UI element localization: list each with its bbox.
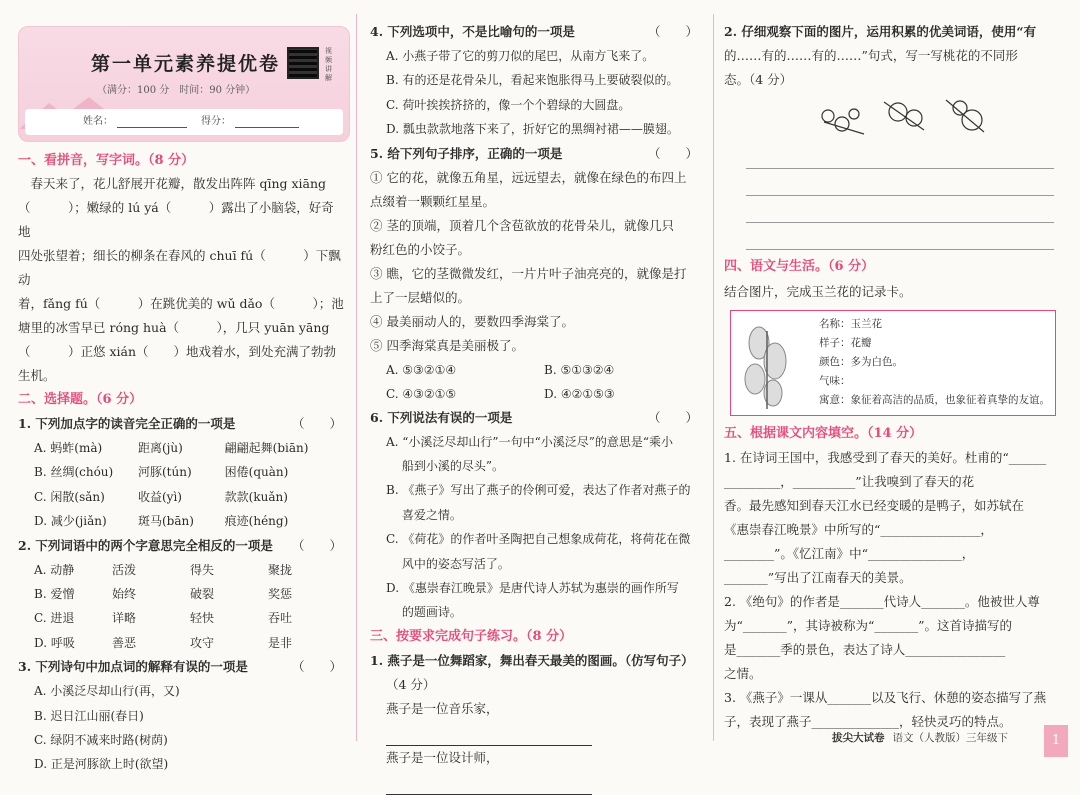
option-list (18, 436, 346, 534)
option-row[interactable]: B. ⑤①③②④ (544, 362, 615, 377)
option-row[interactable]: D. ④②①⑤③ (544, 386, 615, 401)
question: 2. 下列词语中的两个字意思完全相反的一项是 （ ） (18, 534, 346, 558)
option-row: A. 小燕子带了它的剪刀似的尾巴，从南方飞来了。 (386, 49, 655, 63)
answer-line: 燕子是一位设计师， (370, 746, 702, 795)
sentence-line: ① 它的花，就像五角星，远远望去，就像在绿色的布四上 (370, 169, 687, 185)
option-row: C. 绿阴不减来时路(树荫) (34, 733, 168, 748)
exam-meta: （满分：100 分 时间：90 分钟） (97, 85, 256, 96)
option-row[interactable] (18, 606, 346, 630)
option-row[interactable] (18, 436, 346, 460)
passage-line: 春天来了，花儿舒展开花瓣，散发出阵阵 qīng xiāng (18, 176, 327, 191)
option-list (18, 679, 346, 777)
card-fields (819, 315, 1051, 410)
question: 4. 下列选项中，不是比喻句的一项是 （ ） (370, 20, 702, 44)
option-list (370, 44, 702, 142)
name-label: 姓名： (83, 116, 113, 127)
option-row: B. 有的还是花骨朵儿，看起来饱胀得马上要破裂似的。 (386, 73, 679, 88)
option-text: 始终 (112, 587, 137, 602)
option-text: D. 呼吸 (34, 635, 75, 650)
column-left (10, 0, 352, 771)
question-line: 2. 仔细观察下面的图片，运用积累的优美词语，使用“有 (724, 24, 1037, 39)
option-text: B. 爱憎 (34, 587, 75, 602)
option-row: A. 小溪泛尽却山行(再，又) (34, 684, 180, 699)
sentence-list (370, 166, 702, 358)
option-row[interactable] (18, 485, 346, 509)
option-line: 喜爱之情。 (386, 507, 462, 522)
fill-in-questions (724, 446, 1060, 734)
answer-bracket[interactable]: （ ） (291, 537, 342, 553)
option-row: D. 正是河豚欲上时(欲望) (34, 757, 169, 772)
question (724, 20, 1060, 92)
option-row[interactable] (18, 460, 346, 484)
fill-line: 香。最先感知到春天江水已经变暖的是鸭子，如苏轼在 (724, 498, 1025, 513)
option-row[interactable] (18, 558, 346, 582)
sentence-line: ③ 瞧，它的茎微微发红，一片片叶子油亮亮的，就像是打 (370, 265, 687, 281)
option-text: 吞吐 (268, 611, 293, 626)
question: 3. 下列诗句中加点词的解释有误的一项是 （ ） (18, 655, 346, 679)
option-text: 距离(jù) (138, 441, 183, 455)
pinyin-passage (18, 172, 346, 388)
answer-line[interactable] (746, 171, 1054, 196)
question: 6. 下列说法有误的一项是 （ ） (370, 406, 702, 430)
sentence-line: 粉红色的小饺子。 (370, 241, 471, 257)
column-middle (360, 0, 710, 771)
score-label: 得分： (201, 116, 231, 127)
section-heading: 二、选择题。（6 分） (18, 392, 143, 407)
sentence-line: ④ 最美丽动人的，要数四季海棠了。 (370, 313, 574, 329)
exam-header (18, 26, 350, 142)
magnolia-icon (737, 321, 797, 411)
option-list (18, 558, 346, 656)
option-list (370, 358, 702, 406)
instruction: 结合图片，完成玉兰花的记录卡。 (724, 284, 912, 299)
option-text: 斑马(bān) (138, 514, 194, 529)
page-title: 第一单元素养提优卷 (91, 53, 281, 75)
sentence-line: ⑤ 四季海棠真是美丽极了。 (370, 337, 524, 353)
option-text: C. 进退 (34, 611, 75, 626)
answer-line[interactable] (746, 198, 1054, 223)
sentence-line: ② 茎的顶端，顶着几个含苞欲放的花骨朵儿，就像几只 (370, 217, 674, 233)
answer-bracket[interactable]: （ ） (647, 24, 698, 39)
card-field: 颜色：多为白色。 (819, 356, 903, 368)
section-heading: 五、根据课文内容填空。（14 分） (724, 426, 923, 441)
column-divider (356, 14, 357, 741)
answer-line[interactable] (746, 144, 1054, 169)
sentence-line: 点缀着一颗颗红星星。 (370, 193, 496, 209)
passage-line: 生机。 (18, 368, 56, 383)
option-text: 轻快 (190, 611, 215, 626)
option-line: 风中的姿态写活了。 (386, 556, 510, 571)
answer-line[interactable] (746, 225, 1054, 250)
option-text: 困倦(quàn) (224, 465, 289, 480)
section-heading: 一、看拼音，写字词。（8 分） (18, 153, 195, 168)
fill-line: _________，__________”让我嗅到了春天的花 (724, 474, 975, 489)
option-line: B. 《燕子》写出了燕子的伶俐可爱，表达了作者对燕子的 (386, 483, 691, 498)
option-text: 奖惩 (268, 587, 293, 602)
fill-line: ________”。《忆江南》中“_______________， (724, 546, 975, 561)
option-row: B. 迟日江山丽(春日) (34, 708, 144, 723)
name-input[interactable] (117, 127, 187, 128)
option-text: 得失 (190, 562, 215, 577)
option-text: 活泼 (112, 562, 137, 577)
option-text: 收益(yì) (138, 489, 182, 504)
column-divider (713, 14, 714, 741)
option-line: C. 《荷花》的作者叶圣陶把自己想象成荷花，将荷花在微 (386, 532, 691, 547)
score-input[interactable] (235, 127, 299, 128)
fill-line: 2. 《绝句》的作者是_______代诗人_______。他被世人尊 (724, 594, 1040, 609)
option-text: 翩翩起舞(biān) (224, 441, 309, 455)
fill-line: 是_______季的景色，表达了诗人________________ (724, 642, 1006, 657)
points: （4 分） (386, 676, 436, 692)
answer-bracket[interactable]: （ ） (291, 659, 342, 675)
question: 1. 燕子是一位舞蹈家，舞出春天最美的图画。（仿写句子） (370, 652, 694, 668)
option-text: 是非 (268, 635, 293, 650)
option-line: A. “小溪泛尽却山行”一句中“小溪泛尽”的意思是“乘小 (386, 434, 673, 449)
option-list (370, 430, 702, 625)
passage-line: 四处张望着；细长的柳条在春风的 chuī fú（ ）下飘动 (18, 248, 341, 287)
fill-line: 子，表现了燕子______________，轻快灵巧的特点。 (724, 714, 1012, 729)
option-row[interactable]: C. ④③②①⑤ (386, 386, 457, 401)
card-field: 样子：花瓣 (819, 337, 872, 349)
question: 5. 给下列句子排序，正确的一项是 （ ） (370, 142, 702, 166)
card-field: 名称：玉兰花 (819, 318, 882, 330)
fill-line: _______”写出了江南春天的美景。 (724, 570, 912, 585)
peach-blossom-icons (724, 92, 1054, 140)
footer (832, 730, 1008, 745)
option-text: 善恶 (112, 635, 137, 650)
option-text: 河豚(tún) (138, 465, 192, 480)
option-row: D. 瓢虫款款地落下来了，折好它的黑绸衬裙——膜翅。 (386, 122, 679, 137)
option-row[interactable] (18, 582, 346, 606)
option-line: 的题画诗。 (386, 605, 462, 620)
answer-bracket[interactable]: （ ） (647, 409, 698, 425)
option-text: A. 动静 (34, 562, 75, 577)
fill-line: 3. 《燕子》一课从_______以及飞行、休憩的姿态描写了燕 (724, 690, 1047, 705)
option-text: 破裂 (190, 587, 215, 602)
answer-bracket[interactable]: （ ） (291, 416, 342, 431)
question: 1. 下列加点字的读音完全正确的一项是 （ ） (18, 412, 346, 436)
answer-bracket[interactable]: （ ） (647, 145, 698, 161)
passage-line: （ ）正悠 xián（ ）地戏着水，到处充满了勃勃 (18, 344, 337, 359)
card-field: 气味： (819, 375, 851, 387)
option-text: 聚拢 (268, 562, 293, 577)
option-text: C. 闲散(sǎn) (34, 489, 105, 504)
option-text: 痕迹(héng) (224, 514, 289, 529)
option-line: D. 《惠崇春江晚景》是唐代诗人苏轼为惠崇的画作所写 (386, 581, 679, 596)
answer-blank[interactable] (386, 721, 592, 746)
option-row[interactable]: A. ⑤③②①④ (386, 362, 457, 377)
option-text: B. 丝绸(chóu) (34, 465, 114, 480)
option-text: D. 减少(jiǎn) (34, 514, 107, 529)
section-heading: 四、语文与生活。（6 分） (724, 259, 875, 274)
option-row[interactable] (18, 631, 346, 655)
brand-name: 拔尖大试卷 (832, 732, 885, 744)
fill-line: 为“_______”，其诗被称为“_______”。这首诗描写的 (724, 618, 1013, 633)
subject: 语文（人教版）三年级下 (892, 732, 1008, 744)
record-card (730, 310, 1056, 416)
column-right (716, 0, 1068, 771)
question-line: 态。（4 分） (724, 72, 793, 87)
option-text: 详略 (112, 611, 137, 626)
fill-line: 之情。 (724, 666, 762, 681)
fill-line: 1. 在诗词王国中，我感受到了春天的美好。杜甫的“______ (724, 450, 1047, 465)
qr-label: 视频讲解 (325, 47, 332, 82)
answer-line: 燕子是一位音乐家， (370, 697, 702, 746)
option-row: C. 荷叶挨挨挤挤的，像一个个碧绿的大圆盘。 (386, 97, 631, 112)
page-number: 1 (1044, 725, 1068, 757)
qr-code-icon[interactable] (287, 47, 319, 79)
fill-line: 《惠崇春江晚景》中所写的“________________， (724, 522, 993, 537)
passage-line: 塘里的冰雪早已 róng huà（ ），几只 yuān yāng (18, 320, 330, 335)
option-text: 款款(kuǎn) (224, 489, 288, 504)
name-score-bar (25, 109, 343, 135)
passage-line: 着，fǎng fú（ ）在跳优美的 wǔ dǎo（ ）；池 (18, 296, 344, 311)
answer-blank[interactable] (386, 770, 592, 795)
option-row[interactable] (18, 509, 346, 533)
sentence-line: 上了一层蜡似的。 (370, 289, 471, 305)
question-line: 的……有的……有的……”句式，写一写桃花的不同形 (724, 48, 1018, 63)
option-text: A. 蚂蚱(mà) (34, 441, 103, 455)
passage-line: （ ）；嫩绿的 lú yá（ ）露出了小脑袋，好奇地 (18, 200, 334, 239)
option-line: 船到小溪的尽头”。 (386, 459, 504, 474)
option-text: 攻守 (190, 635, 215, 650)
card-field: 寓意：象征着高洁的品质，也象征着真挚的友谊。 (819, 394, 1050, 406)
section-heading: 三、按要求完成句子练习。（8 分） (370, 628, 573, 644)
